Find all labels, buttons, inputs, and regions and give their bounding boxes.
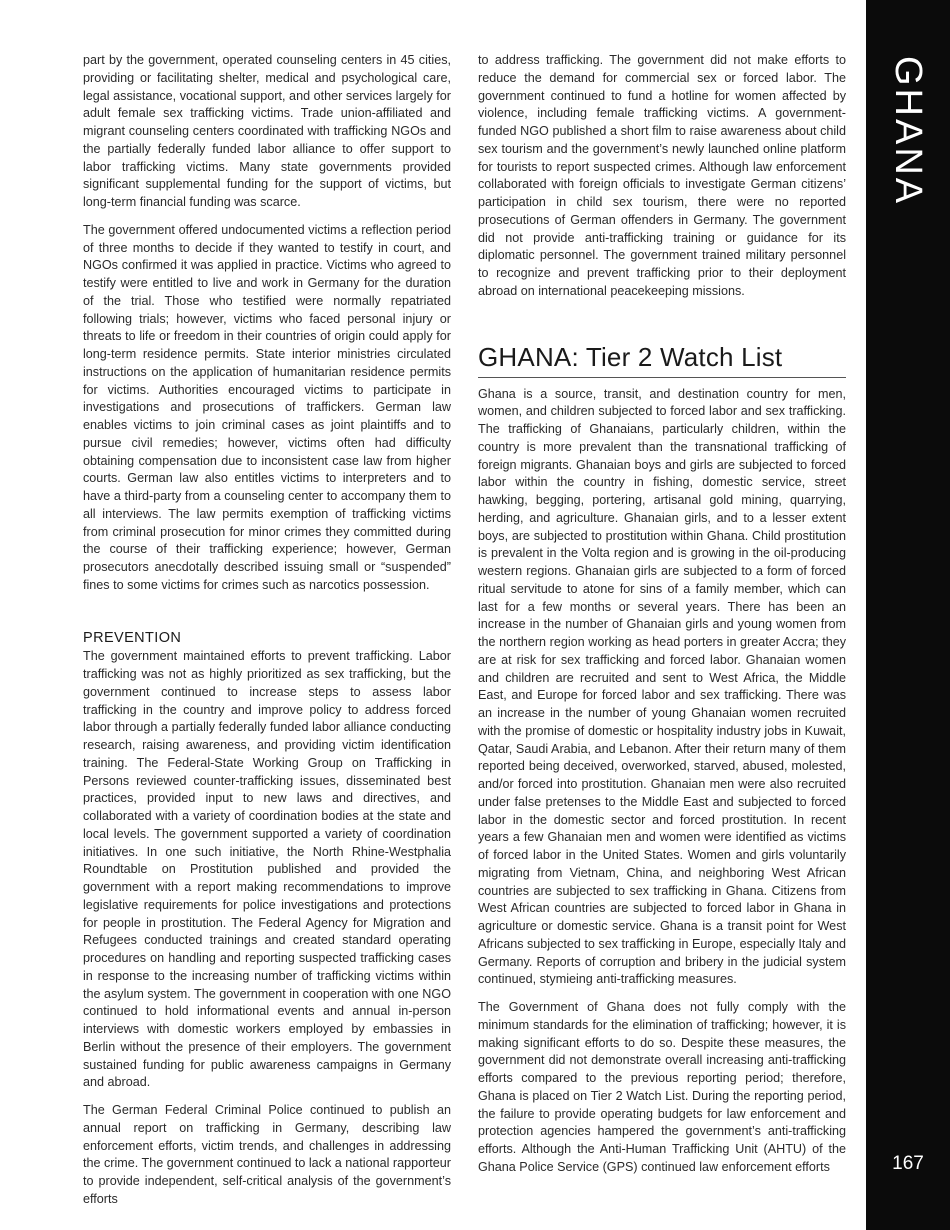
right-column [478, 52, 846, 1187]
left-paragraph-4: The German Federal Criminal Police continued to publish an annual report on trafficking in Germany, describing law enforcement efforts, victim trends, and challenges in addressing the crime. The government continued to lack a national rapporteur to provide independent, self-critical analysis of the government’s efforts [83, 1103, 451, 1206]
prevention-heading: PREVENTION [83, 629, 182, 646]
left-paragraph-1: part by the government, operated counseling centers in 45 cities, providing or facilitating shelter, medical and psychological care, legal assistance, vocational support, and other services largely for adult female sex trafficking victims. Trade union-affiliated and migrant counseling centers coordinated with trafficking NGOs and the partially federally funded labor alliance to offer support to labor trafficking victims. Many state governments provided significant supplemental funding for the support of victims, but long-term financial funding was scarce. [83, 53, 451, 209]
page-number: 167 [892, 1153, 924, 1174]
left-paragraph-2: The government offered undocumented victims a reflection period of three months to decide if they wanted to testify in court, and NGOs confirmed it was applied in practice. Victims who agreed to testify were entitled to live and work in Germany for the duration of the trial. Those who testified were normally repatriated following trials; however, victims who faced personal injury or threats to life or freedom in their countries of origin could apply for long-term residence permits. State interior ministries circulated instructions on the application of humanitarian residence permits for victims. Authorities encouraged victims to participate in investigations and prosecutions of traffickers. German law enables victims to join criminal cases as joint plaintiffs and to pursue civil remedies; however, victims often had difficulty obtaining compensation due to inconsistent case law from higher courts. German law also entitles victims to interpreters and to have a third-party from a counseling center to accompany them to all interviews. The law permits exemption of trafficking victims from criminal prosecution for minor crimes they committed during the course of their trafficking experience; however, German prosecutors anecdotally described issuing small or “suspended” fines to some victims for crimes such as narcotics possession. [83, 222, 451, 592]
right-paragraph-1: to address trafficking. The government did not make efforts to reduce the demand for commercial sex or forced labor. The government continued to fund a hotline for women affected by violence, including female trafficking victims. A government-funded NGO published a short film to raise awareness about child sex tourism and the government’s newly launched online platform for tourists to report suspected crimes. Although law enforcement collaborated with foreign officials to investigate German citizens’ participation in child sex tourism, there were no reported prosecutions of German offenders in Germany. The government did not provide anti-trafficking training or guidance for its diplomatic personnel. The government trained military personnel to recognize and prevent trafficking prior to their deployment abroad on international peacekeeping missions. [478, 53, 846, 298]
left-paragraph-3: The government maintained efforts to prevent trafficking. Labor trafficking was not as highly prioritized as sex trafficking, but the government continued to increase steps to assess labor trafficking in the country and improve policy to address forced labor through a partially federally funded labor alliance conducting research, raising awareness, and providing victim identification training. The Federal-State Working Group on Trafficking in Persons reviewed counter-trafficking issues, disseminated best practices, provided input to new laws and directives, and collaborated with a variety of coordination bodies at the state and local levels. The government supported a variety of coordination initiatives. In one such initiative, the North Rhine-Westphalia Roundtable on Prostitution published and provided the government with a report making recommendations to improve legislative requirements for police investigations and protections for people in prostitution. The Federal Agency for Migration and Refugees conducted trainings and created standard operating procedures on handling and reporting suspected trafficking cases in response to the increasing number of trafficking victims within the asylum system. The government in cooperation with one NGO continued to hold informational events and annual in-person interviews with domestic workers employed by embassies in Berlin without the presence of their employers. The government sustained funding for public awareness campaigns in Germany and abroad. [83, 649, 451, 1090]
sidebar-country-label: GHANA [887, 56, 929, 207]
right-paragraph-3: The Government of Ghana does not fully comply with the minimum standards for the elimination of trafficking; however, it is making significant efforts to do so. Despite these measures, the government did not demonstrate overall increasing anti-trafficking efforts compared to the previous reporting period; therefore, Ghana is placed on Tier 2 Watch List. During the reporting period, the failure to provide operating budgets for law enforcement and protection agencies hampered the government’s anti-trafficking efforts. Although the Anti-Human Trafficking Unit (AHTU) of the Ghana Police Service (GPS) continued law enforcement efforts [478, 1000, 846, 1174]
country-sidebar [866, 0, 950, 1230]
country-heading: GHANA: Tier 2 Watch List [478, 340, 846, 378]
right-paragraph-2: Ghana is a source, transit, and destination country for men, women, and children subjected to forced labor and sex trafficking. The trafficking of Ghanaians, particularly children, within the country is more prevalent than the transnational trafficking of foreign migrants. Ghanaian boys and girls are subjected to forced labor within the country in fishing, domestic service, street hawking, begging, portering, artisanal gold mining, quarrying, herding, and agriculture. Ghanaian girls, and to a lesser extent boys, are subjected to prostitution within Ghana. Child prostitution is prevalent in the Volta region and is growing in the oil-producing western regions. Ghanaian girls are subjected to a form of forced ritual servitude to atone for sins of a family member, which can last for a few months or several years. There has been an increase in the number of Ghanaian girls and young women from the northern region working as head porters in greater Accra; they are at risk for sex trafficking and forced labor. Ghanaian women and children are recruited and sent to West Africa, the Middle East, and Europe for forced labor and sex trafficking. There was an increase in the number of young Ghanaian women recruited with the promise of domestic or hospitality industry jobs in Kuwait, Qatar, Saudi Arabia, and Lebanon. After their return many of them reported being deceived, overworked, starved, abused, molested, and/or forced into prostitution. Ghanaian men were also recruited under false pretenses to the Middle East and subjected to forced labor in the domestic sector and forced prostitution. In recent years a few Ghanaian men and women were identified as victims of forced labor in the United States. Women and girls voluntarily migrating from Vietnam, China, and neighboring West African countries are subjected to sex trafficking in Ghana. Citizens from West African countries are subjected to forced labor in Ghana in agriculture or domestic service. Ghana is a transit point for West Africans subjected to sex trafficking in Europe, especially Italy and Germany. Reports of corruption and bribery in the judicial system continued, stymieing anti-trafficking measures. [478, 386, 846, 987]
left-column [83, 52, 451, 1219]
